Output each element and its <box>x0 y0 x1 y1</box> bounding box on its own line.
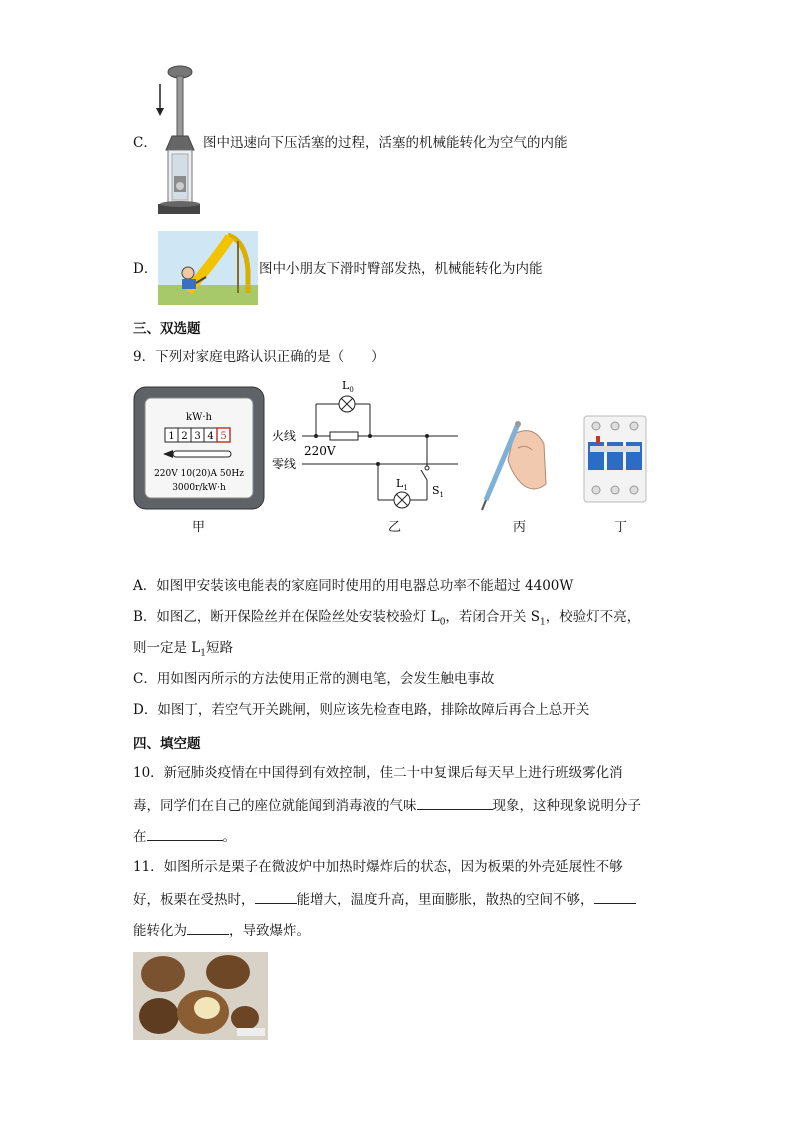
caption-jia: 甲 <box>192 520 206 535</box>
slide-figure <box>158 231 258 305</box>
q9-stem: 9．下列对家庭电路认识正确的是（ ） <box>133 349 385 365</box>
q10-blank-1[interactable] <box>417 795 493 810</box>
option-c-letter: C． <box>133 135 157 151</box>
lamp1-label: $L_1$ <box>396 477 408 492</box>
neutral-label: 零线 <box>272 457 297 471</box>
q9-option-c: C．用如图丙所示的方法使用正常的测电笔，会发生触电事故 <box>133 671 495 687</box>
test-pen-figure <box>474 414 554 512</box>
q11-line2: 好，板栗在受热时， 能增大，温度升高，里面膨胀，散热的空间不够， <box>133 889 636 909</box>
q10-line3: 在 。 <box>133 826 236 846</box>
svg-text:5: 5 <box>220 431 227 442</box>
section-title-fill-blank: 四、填空题 <box>133 736 201 752</box>
svg-text:1: 1 <box>168 431 175 442</box>
q11-line1: 11．如图所示是栗子在微波炉中加热时爆炸后的状态，因为板栗的外壳延展性不够 <box>133 859 623 875</box>
meter-rate: 3000r/kW·h <box>172 483 226 493</box>
caption-ding: 丁 <box>614 520 628 535</box>
caption-bing: 丙 <box>513 520 527 535</box>
chestnut-photo <box>133 952 268 1040</box>
option-d-text: 图中小朋友下滑时臀部发热，机械能转化为内能 <box>259 261 543 277</box>
meter-digits <box>165 428 230 442</box>
q11-blank-3[interactable] <box>187 920 229 935</box>
circuit-diagram <box>270 376 465 516</box>
option-c-text: 图中迅速向下压活塞的过程，活塞的机械能转化为空气的内能 <box>203 135 568 151</box>
svg-text:2: 2 <box>181 431 188 442</box>
lamp0-label: $L_0$ <box>342 379 354 394</box>
q9-option-a: A．如图甲安装该电能表的家庭同时使用的用电器总功率不能超过 4400W <box>133 578 574 594</box>
q11-line3: 能转化为 ，导致爆炸。 <box>133 920 310 940</box>
section-title-double-choice: 三、双选题 <box>133 321 201 337</box>
q10-blank-2[interactable] <box>147 826 223 841</box>
q9-option-b-line1: B．如图乙，断开保险丝并在保险丝处安装校验灯 $L_0$，若闭合开关 $S_1$，校验灯不亮， <box>133 609 641 628</box>
svg-text:3: 3 <box>194 431 201 442</box>
q9-option-b-line2: 则一定是 $L_1$短路 <box>133 640 233 659</box>
air-piston-figure <box>150 64 200 220</box>
svg-text:4: 4 <box>207 431 214 442</box>
q10-line2: 毒，同学们在自己的座位就能闻到消毒液的气味 现象，这种现象说明分子 <box>133 795 641 815</box>
switch-label: $S_1$ <box>432 484 445 499</box>
option-d-letter: D． <box>133 261 158 277</box>
q11-blank-1[interactable] <box>255 889 297 904</box>
meter-unit: kW·h <box>186 412 212 423</box>
q9-option-d: D．如图丁，若空气开关跳闸，则应该先检查电路，排除故障后再合上总开关 <box>133 702 590 718</box>
voltage-label: 220V <box>304 444 336 458</box>
q11-blank-2[interactable] <box>594 889 636 904</box>
live-label: 火线 <box>272 429 297 443</box>
q10-line1: 10．新冠肺炎疫情在中国得到有效控制，佳二十中复课后每天早上进行班级雾化消 <box>133 765 623 781</box>
air-breaker-figure <box>580 414 650 504</box>
meter-spec: 220V 10(20)A 50Hz <box>154 469 244 479</box>
electric-meter-figure <box>133 386 265 510</box>
caption-yi: 乙 <box>388 520 402 535</box>
